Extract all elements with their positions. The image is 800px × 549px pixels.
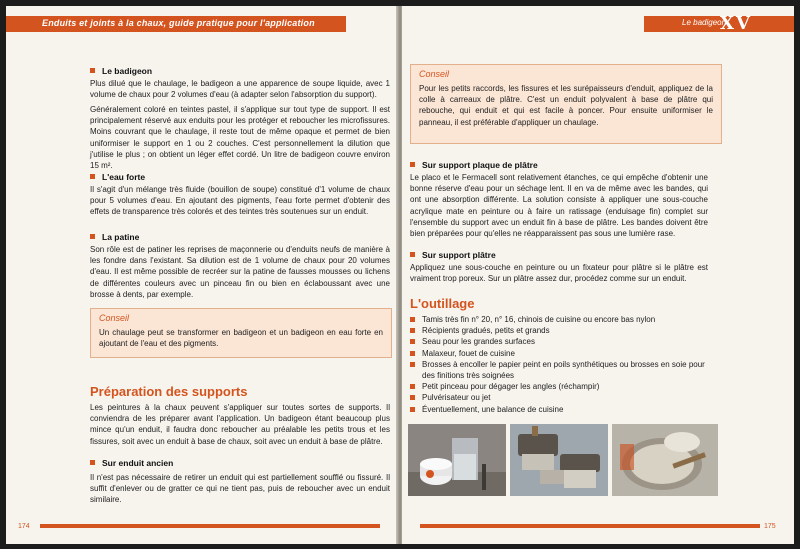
- footer-rule: [420, 524, 760, 528]
- tools-list: [410, 314, 710, 415]
- page-number: 174: [18, 523, 30, 530]
- paragraph: Les peintures à la chaux peuvent s'appliquer sur toutes sortes de supports. Il conviendra de les préparer avant l'application. Un badigeon étant beaucoup plus mince qu'un enduit, il faudra donc reboucher au préalable les petits trous et les fissures, soit avec un enduit à base de chaux, soit avec un enduit à base de plâtre.: [90, 403, 390, 446]
- heading-patine: La patine: [90, 232, 139, 242]
- conseil-title: Conseil: [99, 313, 130, 323]
- section-title: Préparation des supports: [90, 384, 248, 399]
- bullet-square-icon: [410, 162, 415, 167]
- photo-brushes: [510, 424, 608, 496]
- paragraph: Il n'est pas nécessaire de retirer un enduit qui est partiellement soufflé ou fissuré. Il suffit d'enlever ou de gratter ce qui ne tient pas, puis de reboucher avec un enduit similaire.: [90, 473, 390, 505]
- conseil-title: Conseil: [419, 69, 450, 79]
- bullet-square-icon: [90, 68, 95, 73]
- photo-tools-1: [408, 424, 506, 496]
- bullet-square-icon: [90, 460, 95, 465]
- paragraph: Généralement coloré en teintes pastel, il s'applique sur tout type de support. Il est principalement réservé aux enduits pour les protéger et reboucher les microfissures. Moins couvrant que le chaulage, il reste tout de même opaque et permet de bien uniformiser le support en 1 ou 2 couches. C'est personnellement la dilution que j'utilise le plus ; on obtient un léger effet cordé. Un litre de badigeon couvre environ 15 m².: [90, 105, 390, 171]
- heading-badigeon: Le badigeon: [90, 66, 152, 76]
- paragraph: Son rôle est de patiner les reprises de maçonnerie ou d'enduits neufs de manière à les fondre dans l'existant. Sa dilution est de 1 volume de chaux pour 20 volumes d'eau. Il est même possible de recréer sur la patine de fausses mousses ou lichens de différentes couleurs avec un pinceau fin ou bien en éclaboussant avec une brosse à dents, par exemple.: [90, 245, 390, 299]
- running-header: [6, 16, 346, 32]
- paragraph: Il s'agit d'un mélange très fluide (bouillon de soupe) constitué d'1 volume de chaux pour 5 volumes d'eau. En ajoutant des pigments, l'eau forte permet d'obtenir des effets de transparence très colorés et des teintes très soutenues sur un enduit.: [90, 185, 390, 217]
- conseil-text: Pour les petits raccords, les fissures et les surépaisseurs d'enduit, appliquez de la colle à carreaux de plâtre. C'est un enduit polyvalent à base de plâtre qui rebouche, qui enduit et qui est facile à poncer. Pour ensuite uniformiser le panneau, il est préférable d'appliquer un chaulage.: [419, 84, 713, 127]
- photo-bucket: [612, 424, 718, 496]
- paragraph: Le placo et le Fermacell sont relativement étanches, ce qui empêche d'obtenir une bonne réserve d'eau pour un séchage lent. Il en va de même avec les bandes, qui ont une absorption différente. La solution consiste à appliquer une sous-couche acrylique mate en peinture ou à faire un ratissage (enduisage fin) complet sur l'ensemble du support avec un enduit fin à base de plâtre. Les bandes doivent être bien préparées pour qu'elles ne réapparaissent pas sous une lumière rase.: [410, 173, 708, 239]
- list-item: Seau pour les grandes surfaces: [410, 336, 710, 347]
- running-header-text: Enduits et joints à la chaux, guide pratique pour l'application: [42, 18, 315, 28]
- list-item: Brosses à encoller le papier peint en poils synthétiques ou brosses en soie pour des finitions très soignées: [410, 359, 710, 381]
- list-item: Petit pinceau pour dégager les angles (réchampir): [410, 381, 710, 392]
- list-item: Pulvérisateur ou jet: [410, 392, 710, 403]
- bullet-square-icon: [90, 234, 95, 239]
- running-header: [644, 13, 794, 34]
- conseil-box: [90, 308, 392, 358]
- paragraph: Appliquez une sous-couche en peinture ou un fixateur pour plâtre si le plâtre est vraiment trop poreux. Sur un plâtre assez dur, procédez comme sur un enduit.: [410, 263, 708, 284]
- running-header-text: Le badigeon: [682, 18, 727, 27]
- chapter-number: XV: [720, 13, 752, 34]
- section-title: L'outillage: [410, 296, 475, 311]
- list-item: Éventuellement, une balance de cuisine: [410, 404, 710, 415]
- page-number: 175: [764, 523, 776, 530]
- list-item: Malaxeur, fouet de cuisine: [410, 348, 710, 359]
- list-item: Tamis très fin n° 20, n° 16, chinois de cuisine ou encore bas nylon: [410, 314, 710, 325]
- heading-eau-forte: L'eau forte: [90, 172, 145, 182]
- left-page: [6, 6, 398, 544]
- bullet-square-icon: [90, 174, 95, 179]
- heading-enduit-ancien: Sur enduit ancien: [90, 458, 173, 468]
- conseil-text: Un chaulage peut se transformer en badigeon et un badigeon en eau forte en ajoutant de l'eau et des pigments.: [99, 328, 383, 349]
- list-item: Récipients gradués, petits et grands: [410, 325, 710, 336]
- heading-plaque: Sur support plaque de plâtre: [410, 160, 538, 170]
- right-page: [402, 6, 794, 544]
- heading-platre: Sur support plâtre: [410, 250, 496, 260]
- footer-rule: [40, 524, 380, 528]
- paragraph: Plus dilué que le chaulage, le badigeon a une apparence de soupe liquide, avec 1 volume de chaux pour 2 volumes d'eau (à adapter selon l'absorption du support).: [90, 79, 390, 100]
- bullet-square-icon: [410, 252, 415, 257]
- conseil-box: [410, 64, 722, 144]
